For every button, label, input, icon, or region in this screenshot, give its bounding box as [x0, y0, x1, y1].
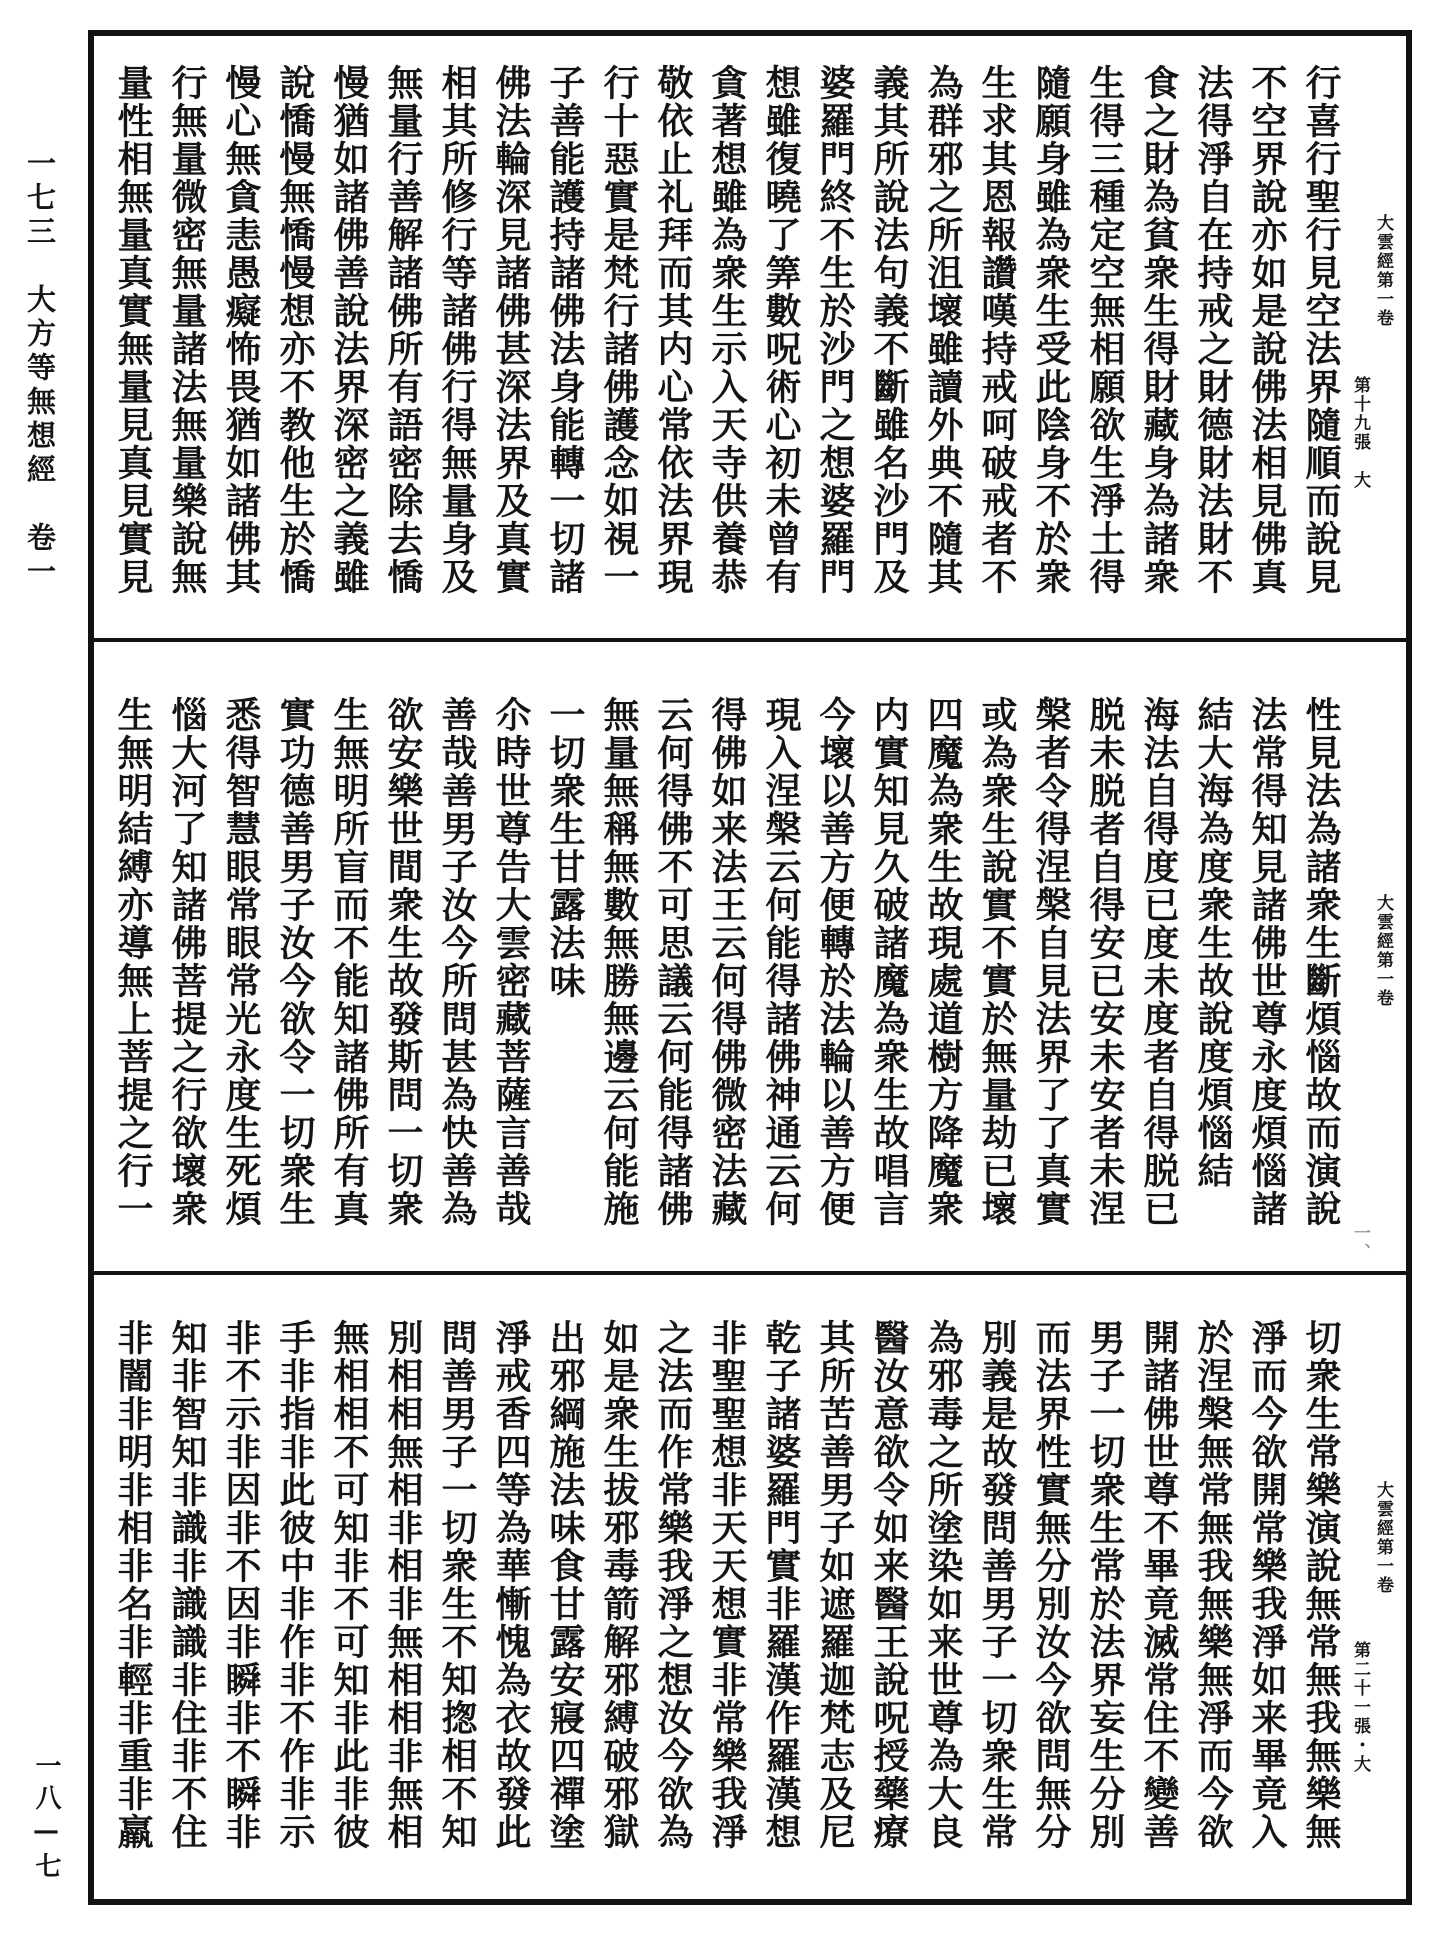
text-column: 性見法為諸衆生斷煩惱故而演說 — [1300, 696, 1342, 1228]
column-flow — [94, 36, 1406, 638]
text-column: 醫汝意欲令如来醫王說呪授藥療 — [868, 1319, 910, 1851]
text-column: 出邪綱施法味食甘露安寢四禪塗 — [544, 1319, 586, 1851]
text-column: 如是衆生拔邪毒箭解邪縛破邪獄 — [598, 1319, 640, 1851]
text-column: 說憍慢無憍慢想亦不教他生於憍 — [274, 64, 316, 596]
text-column: 相其所修行等諸佛行得無量身及 — [436, 64, 478, 596]
text-column: 云何得佛不可思議云何能得諸佛 — [652, 696, 694, 1228]
text-column: 量性相無量真實無量見真見實見 — [112, 64, 154, 596]
text-column: 非不示非因非不因非瞬非不瞬非 — [220, 1319, 262, 1851]
text-column: 一切衆生甘露法味 — [544, 696, 586, 1000]
text-column: 淨戒香四等為華慚愧為衣故發此 — [490, 1319, 532, 1851]
text-column: 得佛如来法王云何得佛微密法藏 — [706, 696, 748, 1228]
text-column: 非闇非明非相非名非輕非重非羸 — [112, 1319, 154, 1851]
volume-margin-label: 一七三 大方等無想經 卷一 — [23, 148, 57, 590]
text-column: 敬依止礼拜而其内心常依法界現 — [652, 64, 694, 596]
folio-note: 第二十一張・大 — [1350, 1641, 1370, 1774]
text-column: 慢猶如諸佛善說法界深密之義雖 — [328, 64, 370, 596]
text-column: 無量無稱無數無勝無邊云何能施 — [598, 696, 640, 1228]
text-column: 尒時世尊告大雲密藏菩薩言善哉 — [490, 696, 532, 1228]
page-number-label: 一八—七 — [31, 1752, 61, 1884]
text-column: 淨而今欲開常樂我淨如来畢竟入 — [1246, 1319, 1288, 1851]
text-column: 為邪毒之所塗染如来世尊為大良 — [922, 1319, 964, 1851]
text-column: 今壞以善方便轉於法輪以善方便 — [814, 696, 856, 1228]
text-column: 別相相無相非相非無相相非無相 — [382, 1319, 424, 1851]
text-column: 現入涅槃云何能得諸佛神通云何 — [760, 696, 802, 1228]
folio-note: 一、 — [1350, 1224, 1370, 1262]
text-column: 知非智知非識非識識非住非不住 — [166, 1319, 208, 1851]
edition-note: 大雲經第一卷 — [1373, 1481, 1393, 1595]
text-column: 生求其恩報讚嘆持戒呵破戒者不 — [976, 64, 1018, 596]
text-register-middle — [94, 642, 1406, 1271]
text-column: 四魔為衆生故現處道樹方降魔衆 — [922, 696, 964, 1228]
text-column: 法常得知見諸佛世尊永度煩惱諸 — [1246, 696, 1288, 1228]
text-column: 非聖聖想非天天想實非常樂我淨 — [706, 1319, 748, 1851]
text-column: 隨願身雖為衆生受此陰身不於衆 — [1030, 64, 1072, 596]
page-frame — [88, 30, 1412, 1905]
text-column: 其所苦善男子如遮羅迦梵志及尼 — [814, 1319, 856, 1851]
text-column: 子善能護持諸佛法身能轉一切諸 — [544, 64, 586, 596]
text-column: 脱未脱者自得安已安未安者未涅 — [1084, 696, 1126, 1228]
text-register-top — [94, 36, 1406, 638]
edition-note: 大雲經第一卷 — [1373, 894, 1393, 1008]
text-column: 内實知見久破諸魔為衆生故唱言 — [868, 696, 910, 1228]
text-column: 行喜行聖行見空法界隨順而說見 — [1300, 64, 1342, 596]
text-column: 義其所說法句義不斷雖名沙門及 — [868, 64, 910, 596]
text-column: 法得淨自在持戒之財德財法財不 — [1192, 64, 1234, 596]
text-column: 切衆生常樂演說無常無我無樂無 — [1300, 1319, 1342, 1851]
text-column: 佛法輪深見諸佛甚深法界及真實 — [490, 64, 532, 596]
folio-note: 第十九張 大 — [1350, 376, 1370, 490]
text-column: 而法界性實無分別汝今欲問無分 — [1030, 1319, 1072, 1851]
text-column: 無相相不可知非不可知非此非彼 — [328, 1319, 370, 1851]
text-column: 善哉善男子汝今所問甚為快善為 — [436, 696, 478, 1228]
text-column: 為群邪之所沮壞雖讀外典不隨其 — [922, 64, 964, 596]
text-column: 生得三種定空無相願欲生淨土得 — [1084, 64, 1126, 596]
text-column: 男子一切衆生常於法界妄生分別 — [1084, 1319, 1126, 1851]
text-column: 之法而作常樂我淨之想汝今欲為 — [652, 1319, 694, 1851]
text-column: 槃者令得涅槃自見法界了了真實 — [1030, 696, 1072, 1228]
text-column: 食之財為貧衆生得財藏身為諸衆 — [1138, 64, 1180, 596]
text-column: 生無明結縛亦導無上菩提之行一 — [112, 696, 154, 1228]
text-column: 悉得智慧眼常眼常光永度生死煩 — [220, 696, 262, 1228]
text-column: 不空界說亦如是說佛法相見佛真 — [1246, 64, 1288, 596]
text-column: 問善男子一切衆生不知揔相不知 — [436, 1319, 478, 1851]
text-column: 開諸佛世尊不畢竟滅常住不變善 — [1138, 1319, 1180, 1851]
column-flow — [94, 642, 1406, 1271]
text-column: 貪著想雖為衆生示入天寺供養恭 — [706, 64, 748, 596]
text-column: 行十惡實是梵行諸佛護念如視一 — [598, 64, 640, 596]
text-column: 別義是故發問善男子一切衆生常 — [976, 1319, 1018, 1851]
text-column: 行無量微密無量諸法無量樂說無 — [166, 64, 208, 596]
text-column: 或為衆生說實不實於無量劫已壞 — [976, 696, 1018, 1228]
edition-note: 大雲經第一卷 — [1373, 214, 1393, 328]
text-column: 結大海為度衆生故說度煩惱結 — [1192, 696, 1234, 1190]
text-column: 慢心無貪恚愚癡怖畏猶如諸佛其 — [220, 64, 262, 596]
text-column: 於涅槃無常無我無樂無淨而今欲 — [1192, 1319, 1234, 1851]
text-column: 實功德善男子汝今欲令一切衆生 — [274, 696, 316, 1228]
text-column: 乾子諸婆羅門實非羅漢作羅漢想 — [760, 1319, 802, 1851]
text-column: 手非指非此彼中非作非不作非示 — [274, 1319, 316, 1851]
column-flow — [94, 1275, 1406, 1893]
text-column: 想雖復曉了筭數呪術心初未曾有 — [760, 64, 802, 596]
text-column: 無量行善解諸佛所有語密除去憍 — [382, 64, 424, 596]
text-column: 生無明所盲而不能知諸佛所有真 — [328, 696, 370, 1228]
text-column: 婆羅門終不生於沙門之想婆羅門 — [814, 64, 856, 596]
text-column: 海法自得度已度未度者自得脱已 — [1138, 696, 1180, 1228]
text-register-bottom — [94, 1275, 1406, 1893]
text-column: 惱大河了知諸佛菩提之行欲壞衆 — [166, 696, 208, 1228]
text-column: 欲安樂世間衆生故發斯問一切衆 — [382, 696, 424, 1228]
